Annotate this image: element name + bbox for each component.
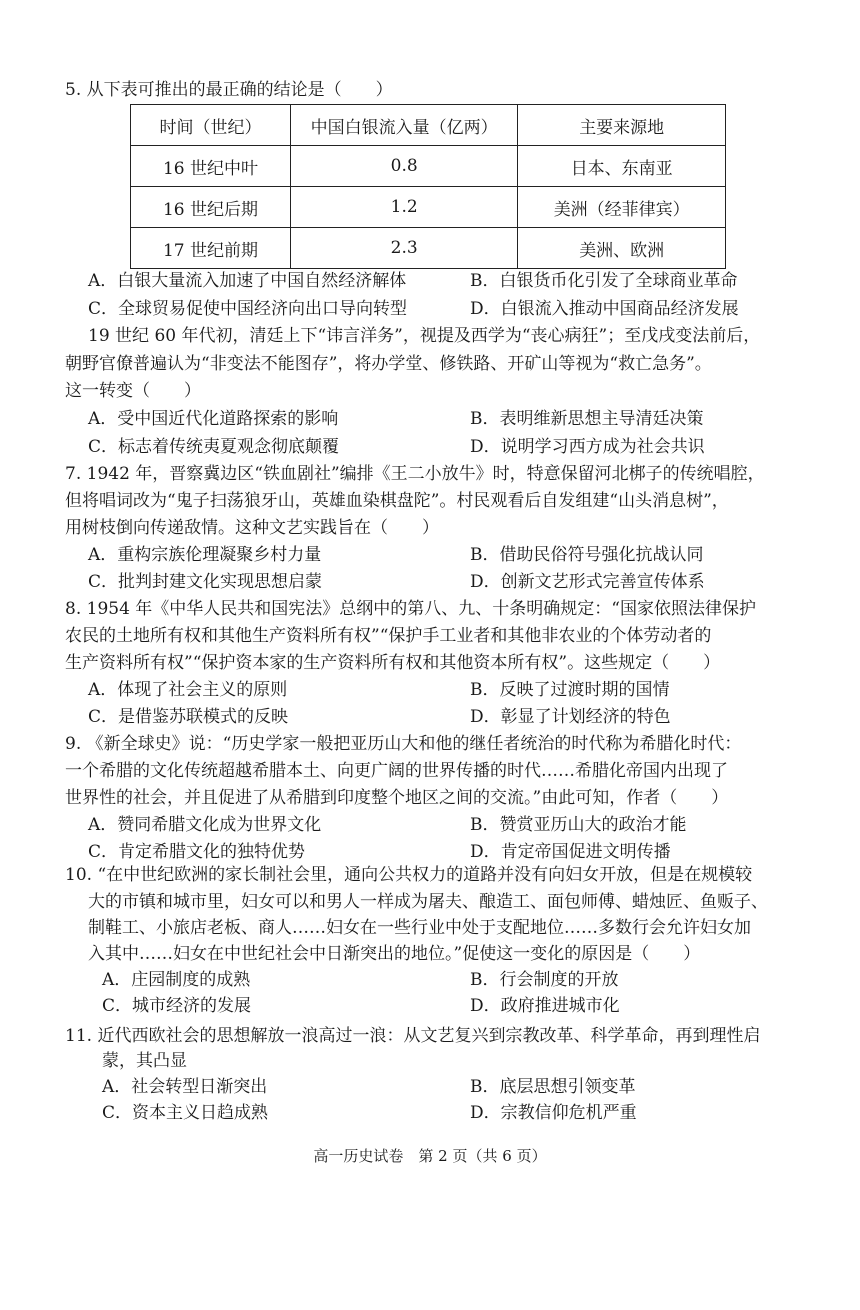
q7-option-b: B．借助民俗符号强化抗战认同 xyxy=(470,545,704,565)
table-header-row xyxy=(131,105,726,146)
q8-stem-line: 农民的土地所有权和其他生产资料所有权”“保护手工业者和其他非农业的个体劳动者的 xyxy=(65,626,712,646)
q9-option-b: B．赞赏亚历山大的政治才能 xyxy=(470,815,687,835)
q9-option-d: D．肯定帝国促进文明传播 xyxy=(470,842,671,862)
q11-option-c: C．资本主义日趋成熟 xyxy=(102,1103,269,1123)
q11-stem-line: 蒙，其凸显 xyxy=(102,1051,187,1071)
q10-stem-line: 大的市镇和城市里，妇女可以和男人一样成为屠夫、酿造工、面包师傅、蜡烛匠、鱼贩子、 xyxy=(88,892,768,912)
q5-option-d: D．白银流入推动中国商品经济发展 xyxy=(470,299,739,319)
q10-option-b: B．行会制度的开放 xyxy=(470,970,619,990)
q6-option-a: A．受中国近代化道路探索的影响 xyxy=(88,409,339,429)
table-cell: 16 世纪后期 xyxy=(131,187,291,228)
table-cell: 16 世纪中叶 xyxy=(131,146,291,187)
q11-stem-line: 11. 近代西欧社会的思想解放一浪高过一浪：从文艺复兴到宗教改革、科学革命，再到理性启 xyxy=(65,1026,761,1046)
table-cell: 0.8 xyxy=(290,146,517,187)
q6-option-d: D．说明学习西方成为社会共识 xyxy=(470,437,705,457)
q6-stem-line: 朝野官僚普遍认为“非变法不能图存”，将办学堂、修铁路、开矿山等视为“救亡急务”。 xyxy=(65,354,712,374)
table-header: 时间（世纪） xyxy=(131,105,291,146)
table-cell: 日本、东南亚 xyxy=(518,146,726,187)
table-header: 中国白银流入量（亿两） xyxy=(290,105,517,146)
q9-stem-line: 一个希腊的文化传统超越希腊本土、向更广阔的世界传播的时代……希腊化帝国内出现了 xyxy=(65,761,728,781)
table-row xyxy=(131,228,726,269)
q10-stem-line: 10. “在中世纪欧洲的家长制社会里，通向公共权力的道路并没有向妇女开放，但是在规模较 xyxy=(65,865,753,885)
q10-stem-line: 入其中……妇女在中世纪社会中日渐突出的地位。”促使这一变化的原因是（ ） xyxy=(88,944,701,964)
q11-option-a: A．社会转型日渐突出 xyxy=(102,1077,268,1097)
q8-stem-line: 生产资料所有权”“保护资本家的生产资料所有权和其他资本所有权”。这些规定（ ） xyxy=(65,653,721,673)
silver-inflow-table xyxy=(130,104,726,269)
page-footer: 高一历史试卷 第 2 页（共 6 页） xyxy=(313,1147,547,1165)
q8-stem-line: 8. 1954 年《中华人民共和国宪法》总纲中的第八、九、十条明确规定：“国家依照法律保护 xyxy=(65,599,756,619)
q8-option-c: C．是借鉴苏联模式的反映 xyxy=(88,707,289,727)
q9-option-a: A．赞同希腊文化成为世界文化 xyxy=(88,815,322,835)
table-cell: 1.2 xyxy=(290,187,517,228)
q5-option-a: A．白银大量流入加速了中国自然经济解体 xyxy=(88,271,407,291)
q11-option-d: D．宗教信仰危机严重 xyxy=(470,1103,637,1123)
q6-option-c: C．标志着传统夷夏观念彻底颠覆 xyxy=(88,437,340,457)
q7-option-d: D．创新文艺形式完善宣传体系 xyxy=(470,572,705,592)
q6-option-b: B．表明维新思想主导清廷决策 xyxy=(470,409,704,429)
q8-option-b: B．反映了过渡时期的国情 xyxy=(470,680,670,700)
q7-stem-line: 用树枝倒向传递敌情。这种文艺实践旨在（ ） xyxy=(65,518,439,538)
q9-option-c: C．肯定希腊文化的独特优势 xyxy=(88,842,306,862)
table-header: 主要来源地 xyxy=(518,105,726,146)
q6-stem-line: 这一转变（ ） xyxy=(65,381,201,401)
q8-option-d: D．彰显了计划经济的特色 xyxy=(470,707,671,727)
table-cell: 2.3 xyxy=(290,228,517,269)
q9-stem-line: 9. 《新全球史》说：“历史学家一般把亚历山大和他的继任者统治的时代称为希腊化时代： xyxy=(65,734,742,754)
table-row xyxy=(131,187,726,228)
table-cell: 17 世纪前期 xyxy=(131,228,291,269)
q8-option-a: A．体现了社会主义的原则 xyxy=(88,680,288,700)
q5-option-c: C．全球贸易促使中国经济向出口导向转型 xyxy=(88,299,408,319)
q10-stem-line: 制鞋工、小旅店老板、商人……妇女在一些行业中处于支配地位……多数行会允许妇女加 xyxy=(88,918,751,938)
q6-stem-line: 19 世纪 60 年代初，清廷上下“讳言洋务”，视提及西学为“丧心病狂”；至戊戌变法前后， xyxy=(88,326,761,346)
q7-stem-line: 但将唱词改为“鬼子扫荡狼牙山，英雄血染棋盘陀”。村民观看后自发组建“山头消息树”， xyxy=(65,491,729,511)
q10-option-c: C．城市经济的发展 xyxy=(102,996,252,1016)
q7-option-a: A．重构宗族伦理凝聚乡村力量 xyxy=(88,545,322,565)
q7-option-c: C．批判封建文化实现思想启蒙 xyxy=(88,572,323,592)
q5-stem: 5. 从下表可推出的最正确的结论是（ ） xyxy=(65,80,393,100)
table-cell: 美洲（经菲律宾） xyxy=(518,187,726,228)
table-row xyxy=(131,146,726,187)
q11-option-b: B．底层思想引领变革 xyxy=(470,1077,636,1097)
q10-option-d: D．政府推进城市化 xyxy=(470,996,620,1016)
q9-stem-line: 世界性的社会，并且促进了从希腊到印度整个地区之间的交流。”由此可知，作者（ ） xyxy=(65,788,729,808)
q7-stem-line: 7. 1942 年，晋察冀边区“铁血剧社”编排《王二小放牛》时，特意保留河北梆子的传统唱腔， xyxy=(65,464,765,484)
q10-option-a: A．庄园制度的成熟 xyxy=(102,970,251,990)
table-cell: 美洲、欧洲 xyxy=(518,228,726,269)
q5-option-b: B．白银货币化引发了全球商业革命 xyxy=(470,271,738,291)
